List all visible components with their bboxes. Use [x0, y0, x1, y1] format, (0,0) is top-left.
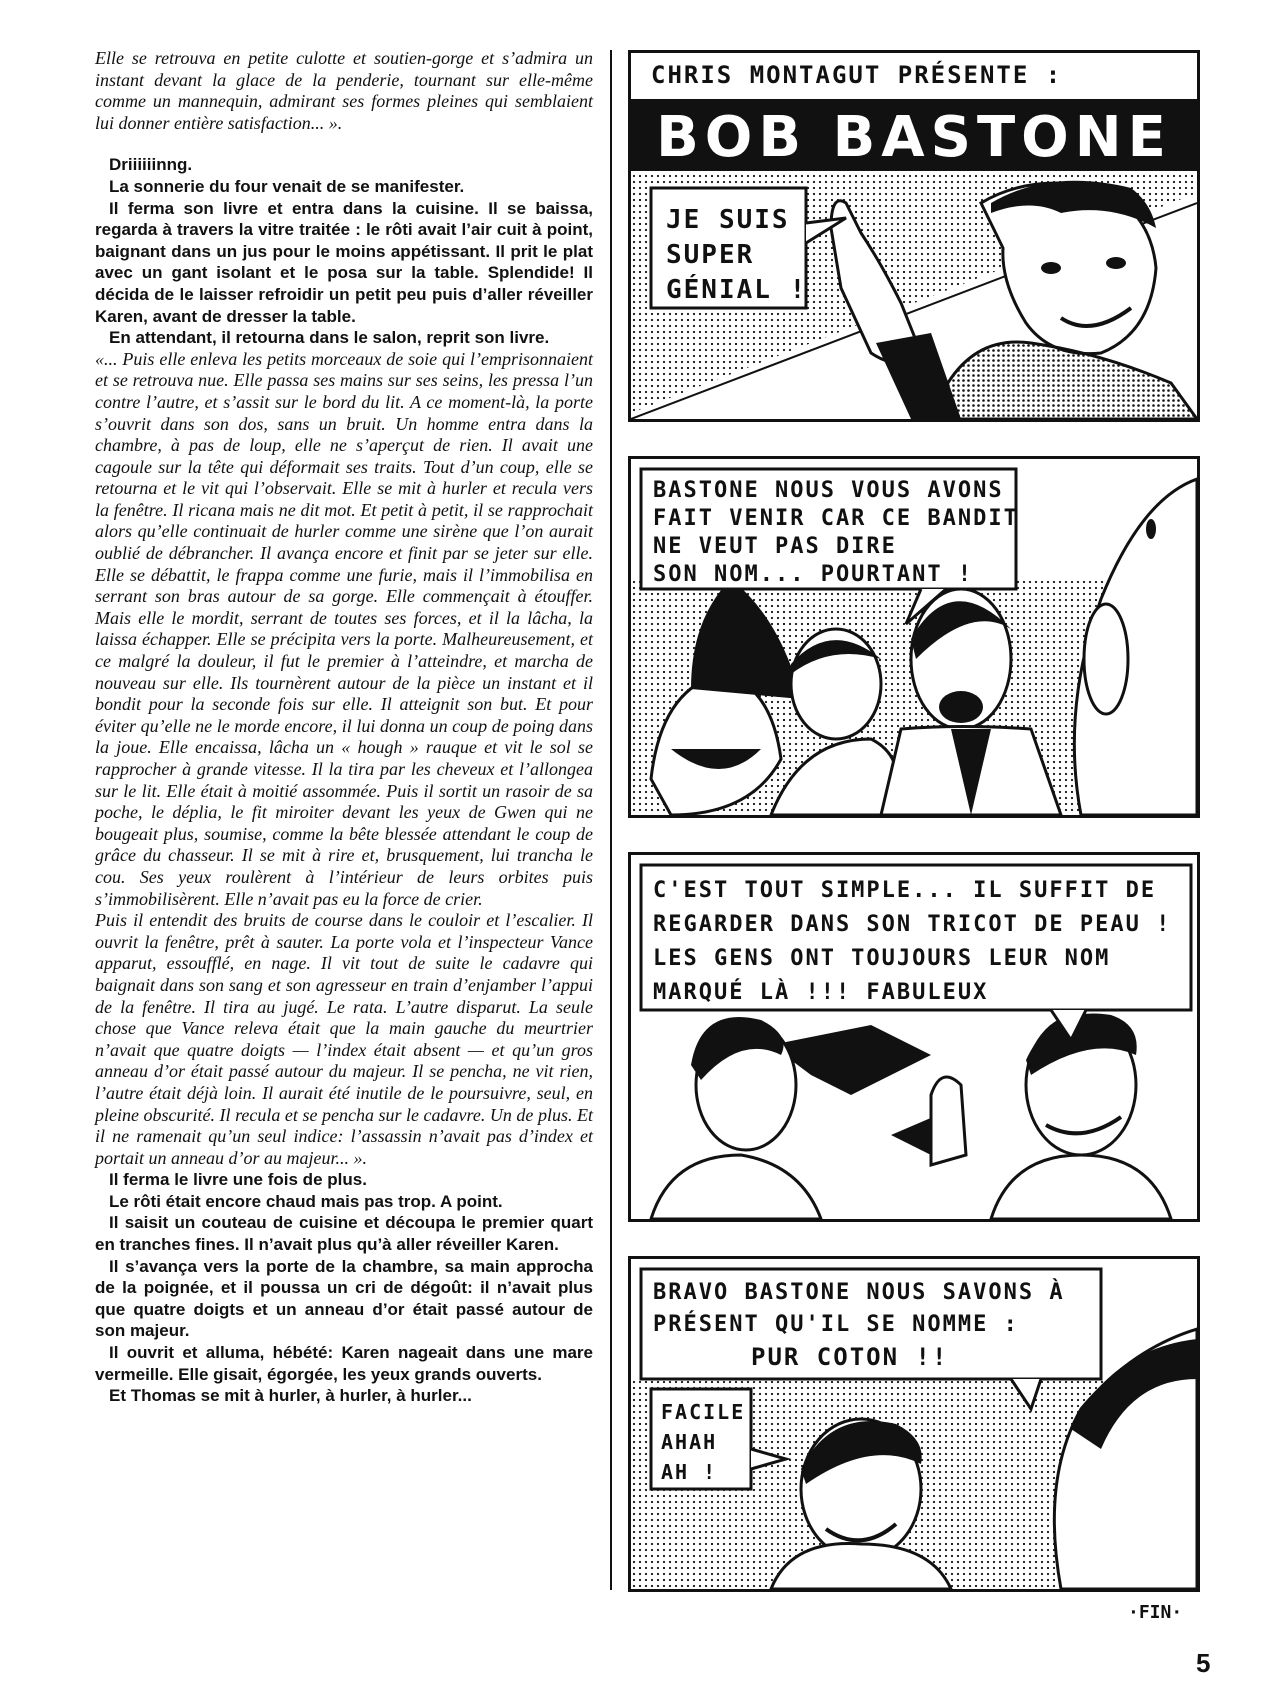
story-paragraph: En attendant, il retourna dans le salon, reprit son livre.	[109, 328, 550, 348]
svg-text:PUR COTON !!: PUR COTON !!	[751, 1343, 949, 1371]
comic-title: BOB BASTONE	[656, 105, 1172, 170]
end-mark: ·FIN·	[1128, 1602, 1183, 1623]
speech-balloon-3	[641, 865, 1191, 1040]
svg-text:AHAH: AHAH	[661, 1430, 718, 1454]
svg-text:BASTONE NOUS VOUS AVONS: BASTONE NOUS VOUS AVONS	[653, 478, 1004, 503]
comic-panel-3	[628, 852, 1200, 1222]
svg-text:FACILE: FACILE	[661, 1400, 746, 1424]
story-paragraph: Driiiiiinng.	[109, 155, 193, 175]
big-face-character	[1074, 479, 1197, 815]
story-paragraph: Elle se retrouva en petite culotte et soutien-gorge et s’admira un instant devant la glace de la penderie, tournant sur elle-même comme un mannequin, admirant ses formes pleines qui semblaient lui donner entière satisfaction... ».	[95, 48, 593, 133]
comic-panel-4	[628, 1256, 1200, 1592]
svg-text:BRAVO BASTONE NOUS SAVONS À: BRAVO BASTONE NOUS SAVONS À	[653, 1280, 1065, 1305]
comic-header: CHRIS MONTAGUT PRÉSENTE :	[651, 61, 1063, 89]
story-paragraph: Il saisit un couteau de cuisine et découpa le premier quart en tranches fines. Il n’avait plus qu’à aller réveiller Karen.	[95, 1213, 593, 1255]
story-paragraph: Il ferma le livre une fois de plus.	[109, 1170, 367, 1190]
svg-text:REGARDER DANS SON TRICOT DE PE: REGARDER DANS SON TRICOT DE PEAU !	[653, 912, 1172, 937]
story-paragraph: Et Thomas se mit à hurler, à hurler, à hurler...	[109, 1386, 472, 1406]
story-paragraph: Le rôti était encore chaud mais pas trop. A point.	[109, 1191, 503, 1211]
story-paragraph: Puis il entendit des bruits de course dans le couloir et l’escalier. Il ouvrit la fenêtre, prêt à sauter. La porte vola et l’inspecteur Vance apparut, essoufflé, en nage. Il vit tout de suite le cadavre qui baignait dans son sang et son agresseur en train d’enjamber l’appui de la fenêtre. Il tira au jugé. Le rata. L’autre disparut. La seule chose que Vance releva était que la main gauche du meurtrier n’avait que quatre doigts — l’index était absent — et qu’un gros anneau d’or était passé autour du majeur. Il se pencha, ne vit rien, l’autre était déjà loin. Il aurait été inutile de le poursuivre, seul, en pleine obscurité. Il recula et se pencha sur le cadavre. Un de plus. Et il ne ramenait qu’un seul indice: l’assassin n’avait pas d’index et portait un anneau d’or au majeur... ».	[95, 910, 593, 1168]
svg-text:NE VEUT PAS DIRE: NE VEUT PAS DIRE	[653, 534, 897, 559]
story-paragraph: Il ferma son livre et entra dans la cuisine. Il se baissa, regarda à travers la vitre traitée : le rôti avait l’air cuit à point, baignant dans un jus pour le moins appétissant. Il prit le plat avec un gant isolant et le posa sur la table. Splendide! Il décida de le laisser refroidir un petit peu puis d’aller réveiller Karen, avant de dresser la table.	[95, 198, 593, 326]
story-text-column	[95, 48, 593, 1407]
story-paragraph: La sonnerie du four venait de se manifester.	[109, 176, 465, 196]
svg-text:SUPER: SUPER	[666, 240, 755, 270]
svg-text:GÉNIAL !: GÉNIAL !	[666, 275, 808, 305]
story-paragraph: Il s’avança vers la porte de la chambre, sa main approcha de la poignée, et il poussa un cri de dégoût: il n’avait plus que quatre doigts et un anneau d’or était passé autour de son majeur.	[95, 1256, 593, 1341]
svg-text:PRÉSENT QU'IL SE NOMME :: PRÉSENT QU'IL SE NOMME :	[653, 1312, 1019, 1337]
comic-panel-title	[628, 50, 1200, 422]
column-divider	[610, 50, 612, 1590]
comic-panel-2	[628, 456, 1200, 818]
story-paragraph: Il ouvrit et alluma, hébété: Karen nageait dans une mare vermeille. Elle gisait, égorgée, les yeux grands ouverts.	[95, 1343, 593, 1384]
svg-text:AH !: AH !	[661, 1460, 718, 1484]
svg-text:MARQUÉ LÀ !!! FABULEUX: MARQUÉ LÀ !!! FABULEUX	[653, 980, 989, 1005]
comic-strip	[628, 50, 1200, 1630]
bob-character	[931, 1013, 1171, 1219]
svg-text:JE SUIS: JE SUIS	[666, 205, 790, 235]
svg-text:LES GENS ONT TOUJOURS LEUR NOM: LES GENS ONT TOUJOURS LEUR NOM	[653, 946, 1111, 971]
svg-text:C'EST TOUT SIMPLE... IL SUFFIT: C'EST TOUT SIMPLE... IL SUFFIT DE	[653, 878, 1157, 903]
page-number: 5	[1196, 1648, 1211, 1678]
svg-text:FAIT VENIR CAR CE BANDIT: FAIT VENIR CAR CE BANDIT	[653, 506, 1019, 531]
svg-text:SON NOM... POURTANT !: SON NOM... POURTANT !	[653, 562, 974, 587]
story-paragraph: «... Puis elle enleva les petits morceaux de soie qui l’emprisonnaient et se retrouva nue. Elle passa ses mains sur ses seins, les pressa l’un contre l’autre, et s’assit sur le bord du lit. A ce moment-là, la porte s’ouvrit dans son dos, sans un bruit. Un homme entra dans la chambre, à pas de loup, elle ne s’aperçut de rien. Il avait une cagoule sur la tête qui déformait ses traits. Tout d’un coup, elle se retourna et le vit qui l’observait. Elle se mit à hurler et recula vers la fenêtre. Il ricana mais ne dit mot. Et petit à petit, il se rapprochait alors qu’elle continuait de hurler comme une sirène que l’on aurait oublié de débrancher. Il avança encore et finit par se jeter sur elle. Elle se débattit, le frappa comme une furie, mais il l’immobilisa en serrant son bras autour de sa gorge. Elle commençait à étouffer. Mais elle le mordit, serrant de toutes ses forces, et il la lâcha, la laissa échapper. Elle se précipita vers la porte. Malheureusement, et ce malgré la douleur, il fut le premier à l’atteindre, et marcha de nouveau sur elle. Ils tournèrent autour de la pièce un instant et il bondit pour la seconde fois sur elle. Il atteignit son but. Et pour éviter qu’elle ne le morde encore, il lui donna un coup de poing dans la joue. Elle encaissa, lâcha un « hough » rauque et vit le sol se rapprocher à grande vitesse. Il la tira par les cheveux et l’allongea sur le lit. Elle était à moitié assommée. Puis il sortit un rasoir de sa poche, le déplia, le fit miroiter devant les yeux de Gwen qui ne bougeait plus, soumise, comme la bête blessée attendant le coup de grâce du chasseur. Il se mit à rire et, brusquement, lui trancha le cou. Ses yeux roulèrent à l’intérieur de leurs orbites puis s’immobilisèrent. Elle n’avait pas eu la force de crier.	[95, 348, 593, 909]
